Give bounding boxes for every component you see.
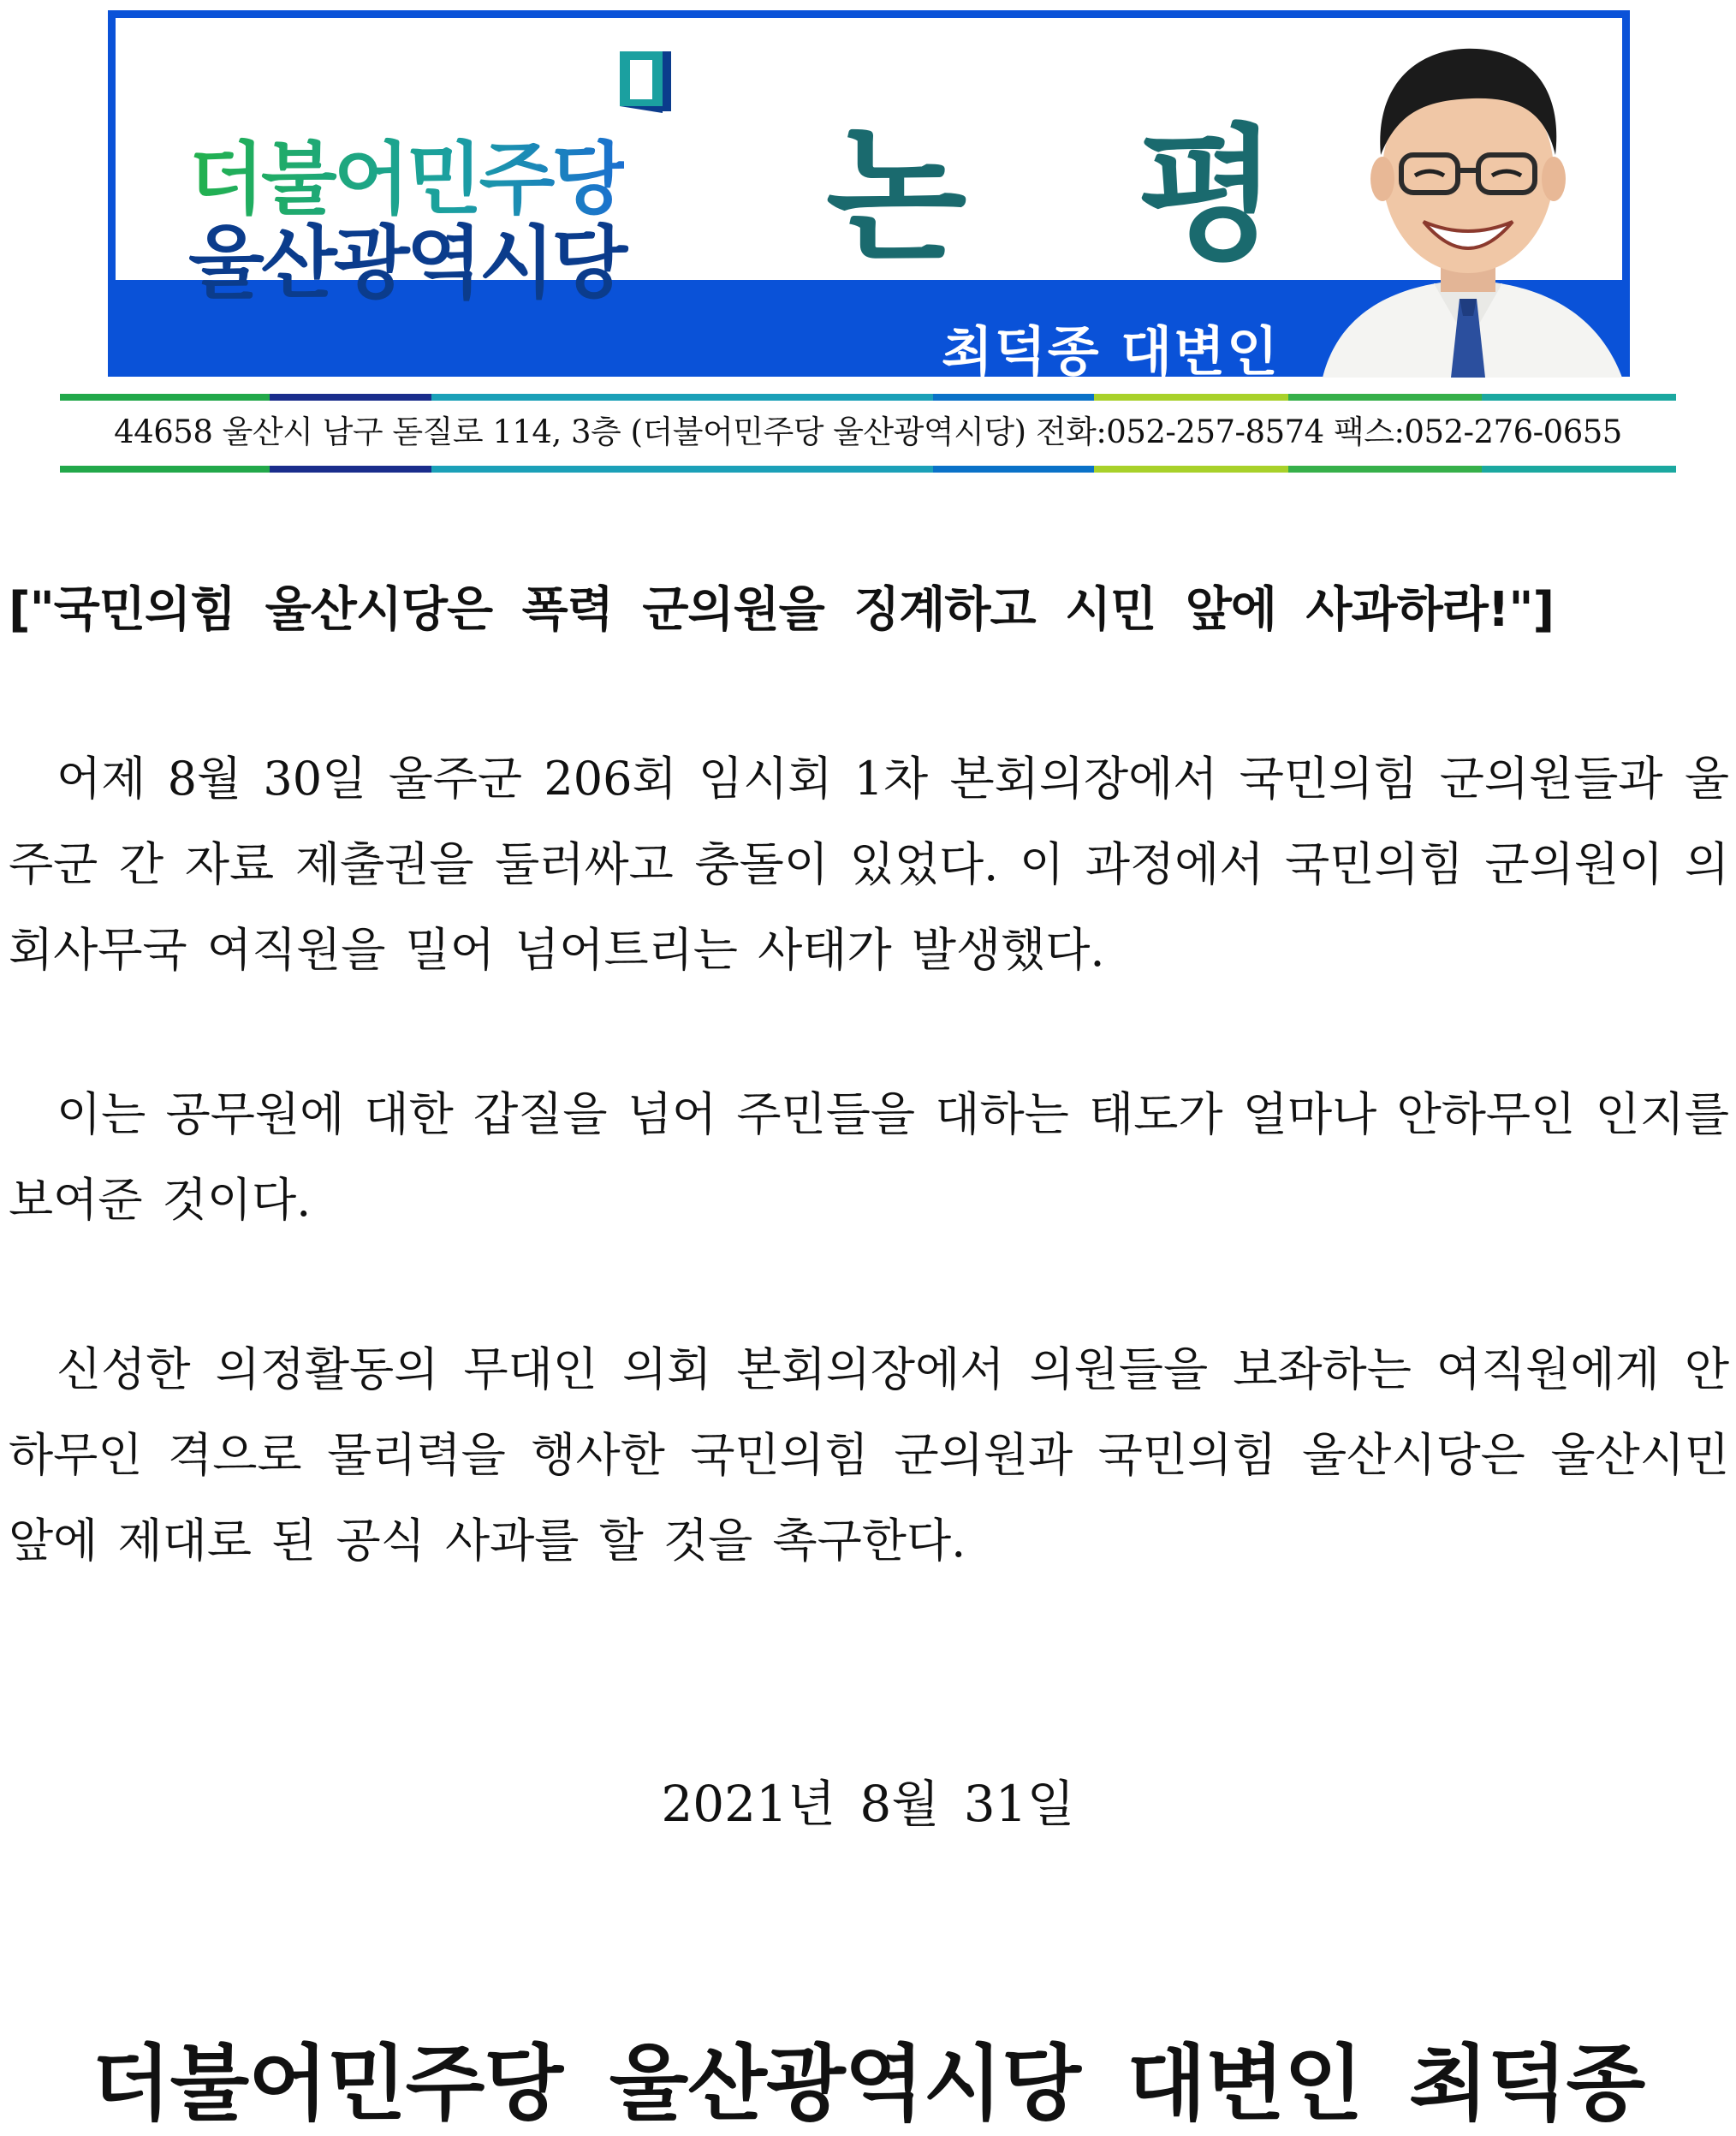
party-name-line2: 울산광역시당 [188, 217, 625, 309]
issue-date: 2021년 8월 31일 [661, 1775, 1075, 1833]
paragraph-3 [9, 1327, 1729, 1584]
party-logo [188, 48, 633, 309]
document-type-title: 논 평 [826, 111, 1338, 281]
flag-icon [616, 48, 676, 115]
divider-bottom [60, 466, 1676, 473]
spokesperson-label: 최덕종 대변인 [942, 320, 1280, 383]
divider-top [60, 394, 1676, 401]
paragraph-3-text: 신성한 의정활동의 무대인 의회 본회의장에서 의원들을 보좌하는 여직원에게 안하무인 격으로 물리력을 행사한 국민의힘 군의원과 국민의힘 울산시당은 울산시민 앞에 제대로 된 공식 사과를 할 것을 촉구한다. [9, 1342, 1729, 1568]
paragraph-1-text: 어제 8월 30일 울주군 206회 임시회 1차 본회의장에서 국민의힘 군의원들과 울주군 간 자료 제출권을 둘러싸고 충돌이 있었다. 이 과정에서 국민의힘 군의원이 의회사무국 여직원을 밀어 넘어트리는 사태가 발생했다. [9, 752, 1729, 977]
paragraph-1 [9, 736, 1729, 993]
paragraph-2-text: 이는 공무원에 대한 갑질을 넘어 주민들을 대하는 태도가 얼마나 안하무인 인지를 보여준 것이다. [9, 1087, 1729, 1227]
paragraph-2 [9, 1072, 1729, 1243]
address-line: 44658 울산시 남구 돋질로 114, 3층 (더불어민주당 울산광역시당) 전화:052-257-8574 팩스:052-276-0655 [114, 414, 1622, 450]
press-banner [108, 10, 1630, 383]
signature: 더불어민주당 울산광역시당 대변인 최덕종 [91, 2036, 1645, 2132]
headline: ["국민의힘 울산시당은 폭력 군의원을 징계하고 시민 앞에 사과하라!"] [9, 582, 1555, 638]
spokesperson-portrait [1305, 27, 1631, 378]
party-name-line1: 더불어민주당 [188, 116, 624, 229]
